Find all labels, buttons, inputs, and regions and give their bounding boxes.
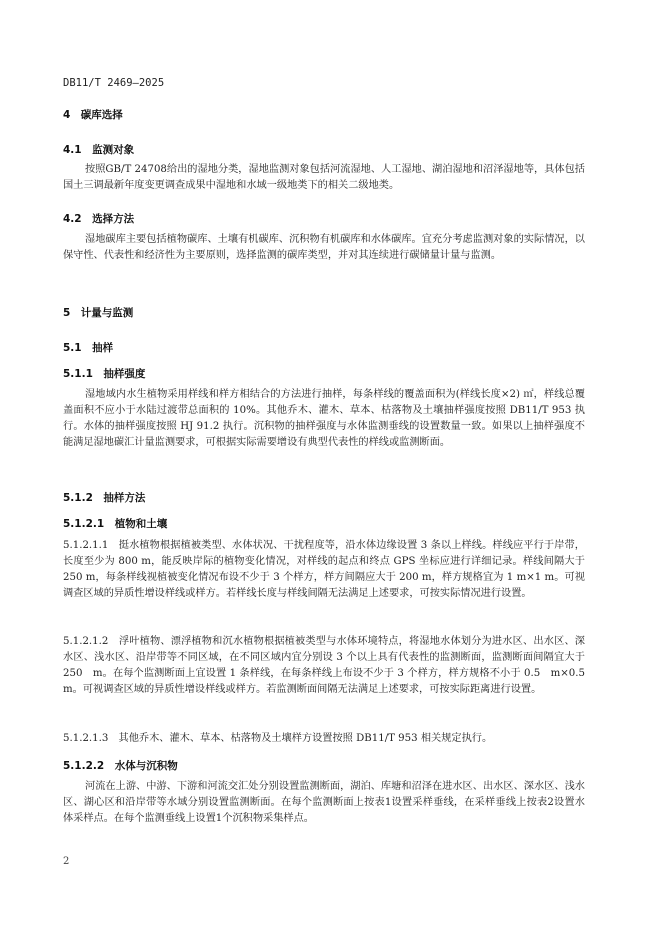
section-5-1-2-1-heading: 5.1.2.1 植物和土壤 [63, 518, 168, 530]
section-5-1-2-2-heading: 5.1.2.2 水体与沉积物 [63, 760, 178, 772]
section-4-2-paragraph: 湿地碳库主要包括植物碳库、土壤有机碳库、沉积物有机碳库和水体碳库。宜充分考虑监测对象的实际情况，以保守性、代表性和经济性为主要原则，选择监测的碳库类型，并对其连续进行碳储量计量与监测。 [63, 234, 585, 261]
section-5-1-1-paragraph: 湿地域内水生植物采用样线和样方相结合的方法进行抽样，每条样线的覆盖面积为(样线长度×2) ㎡，样线总覆盖面积不应小于水陆过渡带总面积的 10%。其他乔木、灌木、草本、枯落物及土壤抽样强度按照 DB11/T 953 执行。水体的抽样强度按照 HJ 91.2 执行。沉积物的抽样强度与水体监测垂线的设置数量一致。如果以上抽样强度不能满足湿地碳汇计量监测要求，可根据实际需要增设有典型代表性的样线或监测断面。 [63, 389, 585, 448]
section-5-1-2-2-paragraph: 河流在上游、中游、下游和河流交汇处分别设置监测断面，湖泊、库塘和沼泽在进水区、出水区、深水区、浅水区、湖心区和沿岸带等水域分别设置监测断面。在每个监测断面上按表1设置采样垂线，在采样垂线上按表2设置水体采样点。在每个监测垂线上设置1个沉积物采集样点。 [63, 781, 585, 824]
clause-5-1-2-1-3: 5.1.2.1.3 其他乔木、灌木、草本、枯落物及土壤样方设置按照 DB11/T 953 相关规定执行。 [63, 733, 493, 744]
section-4-1-paragraph: 按照GB/T 24708给出的湿地分类，湿地监测对象包括河流湿地、人工湿地、湖泊湿地和沼泽湿地等，具体包括国土三调最新年度变更调查成果中湿地和水域一级地类下的相关二级地类。 [63, 164, 585, 191]
section-4-1-heading: 4.1 监测对象 [63, 144, 135, 156]
page-number: 2 [63, 856, 70, 867]
section-4-2-heading: 4.2 选择方法 [63, 213, 135, 225]
section-5-1-heading: 5.1 抽样 [63, 342, 114, 354]
section-5-1-1-heading: 5.1.1 抽样强度 [63, 368, 146, 380]
section-5-heading: 5 计量与监测 [63, 307, 134, 319]
standard-code-header: DB11/T 2469—2025 [63, 77, 165, 89]
clause-5-1-2-1-1: 5.1.2.1.1 挺水植物根据植被类型、水体状况、干扰程度等，沿水体边缘设置 3 条以上样线。样线应平行于岸带，长度至少为 800 m，能反映岸际的植物变化情况，对样线的起点和终点 GPS 坐标应进行详细记录。样线间隔大于 250 m，每条样线视植被变化情况布设不少于 3 个样方，样方间隔应大于 200 m，样方规格宜为 1 m×1 m。可视调查区域的异质性增设样线或样方。若样线长度与样线间隔无法满足上述要求，可按实际情况进行设置。 [63, 540, 585, 599]
section-5-1-2-heading: 5.1.2 抽样方法 [63, 492, 146, 504]
section-4-heading: 4 碳库选择 [63, 109, 123, 121]
clause-5-1-2-1-2: 5.1.2.1.2 浮叶植物、漂浮植物和沉水植物根据植被类型与水体环境特点，将湿地水体划分为进水区、出水区、深水区、浅水区、沿岸带等不同区域，在不同区域内宜分别设 3 个以上具有代表性的监测断面，监测断面间隔宜大于 250 m。在每个监测断面上宜设置 1 条样线，在每条样线上布设不少于 3 个样方，样方规格不小于 0.5 m×0.5 m。可视调查区域的异质性增设样线或样方。若监测断面间隔无法满足上述要求，可按实际距离进行设置。 [63, 636, 596, 695]
